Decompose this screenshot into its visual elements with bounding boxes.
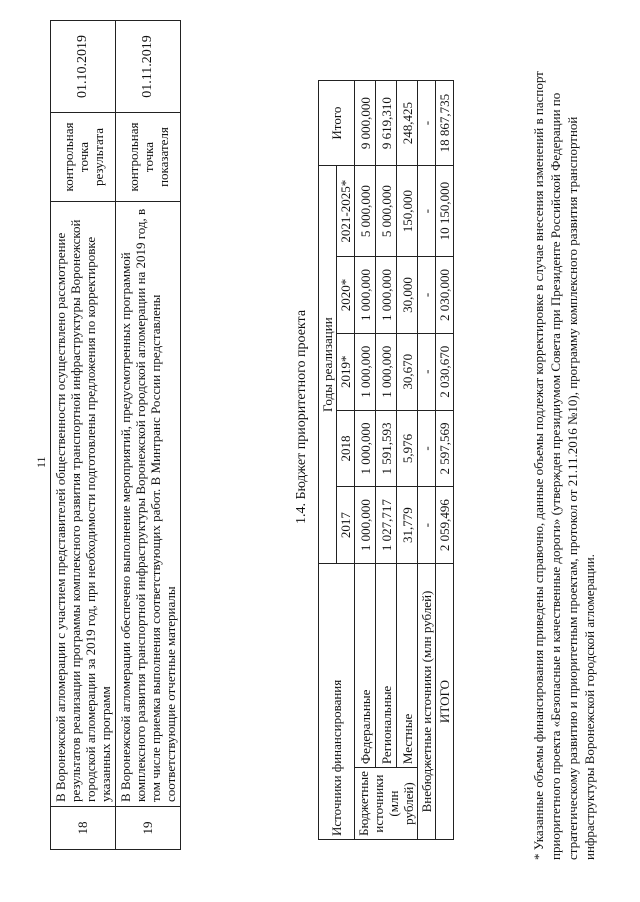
milestone-number: 19	[116, 807, 181, 850]
table-row	[51, 21, 116, 850]
footnote: * Указанные объемы финансирования приведены справочно, данные объемы подлежат корректировке в случае внесения изменений в паспорт приоритетного проекта «Безопасные и качественные дороги» (утвержден президиумом Совета при Президенте Российской Федерации по стратегическому развитию и приоритетным проектам, протокол от 21.11.2016 №10), программу комплексного развития транспортной инфраструктуры Воронежской городской агломерации.	[531, 71, 597, 860]
row-label: Региональные	[376, 564, 397, 768]
total-cell: 9 000,000	[355, 81, 376, 166]
value-cell: 2 030,670	[436, 333, 454, 410]
header-sources: Источники финансирования	[319, 564, 355, 840]
table-row	[116, 21, 181, 850]
value-cell: 2 059,496	[436, 487, 454, 564]
table-row	[418, 81, 436, 840]
total-cell: 9 619,310	[376, 81, 397, 166]
year-cell: 2020*	[337, 257, 355, 334]
value-cell: 2 597,569	[436, 410, 454, 487]
milestone-text: В Воронежской агломерации обеспечено выполнение мероприятий, предусмотренных программой комплексного развития транспортной инфраструктуры Воронежской городской агломерации на 2019 год, в том числе приемка выполнения соответствующих работ. В Минтранс России представлены соответствующие отчетные материалы	[116, 202, 181, 807]
value-cell: 1 591,593	[376, 410, 397, 487]
milestone-date: 01.10.2019	[51, 21, 116, 113]
value-cell: 1 000,000	[355, 257, 376, 334]
value-cell: 1 000,000	[376, 333, 397, 410]
value-cell: 1 000,000	[355, 410, 376, 487]
row-label: ИТОГО	[436, 564, 454, 840]
total-cell: -	[418, 81, 436, 166]
value-cell: -	[418, 166, 436, 257]
section-title: 1.4. Бюджет приоритетного проекта	[294, 309, 309, 524]
value-cell: 30,000	[397, 257, 418, 334]
value-cell: 1 000,000	[355, 487, 376, 564]
value-cell: 30,670	[397, 333, 418, 410]
value-cell: 5 000,000	[376, 166, 397, 257]
table-row	[436, 81, 454, 840]
milestone-kind: контрольная точка результата	[51, 113, 116, 202]
milestone-date: 01.11.2019	[116, 21, 181, 113]
value-cell: 1 027,717	[376, 487, 397, 564]
value-cell: 10 150,000	[436, 166, 454, 257]
table-row	[397, 81, 418, 840]
total-cell: 248,425	[397, 81, 418, 166]
milestone-text: В Воронежской агломерации с участием представителей общественности осуществлено рассмотрение результатов реализации программы комплексного развития транспортной инфраструктуры Воронежской городской агломерации за 2019 год, при необходимости подготовлены предложения по корректировке указанных программ	[51, 202, 116, 807]
value-cell: 1 000,000	[355, 333, 376, 410]
row-label: Местные	[397, 564, 418, 768]
page-number: 11	[34, 456, 48, 468]
year-cell: 2018	[337, 410, 355, 487]
milestone-number: 18	[51, 807, 116, 850]
value-cell: 1 000,000	[376, 257, 397, 334]
budget-table	[318, 80, 454, 840]
milestones-table	[50, 20, 181, 850]
budget-group-label: Бюджетные источники (млн рублей)	[355, 768, 418, 840]
value-cell: -	[418, 333, 436, 410]
value-cell: 5,976	[397, 410, 418, 487]
year-cell: 2021-2025*	[337, 166, 355, 257]
year-cell: 2019*	[337, 333, 355, 410]
row-label: Федеральные	[355, 564, 376, 768]
header-total: Итого	[319, 81, 355, 166]
table-row	[355, 81, 376, 840]
table-header-row	[319, 81, 337, 840]
value-cell: 150,000	[397, 166, 418, 257]
value-cell: 2 030,000	[436, 257, 454, 334]
value-cell: -	[418, 410, 436, 487]
value-cell: -	[418, 487, 436, 564]
year-cell: 2017	[337, 487, 355, 564]
value-cell: 31,779	[397, 487, 418, 564]
value-cell: -	[418, 257, 436, 334]
table-row	[376, 81, 397, 840]
milestone-kind: контрольная точка показателя	[116, 113, 181, 202]
row-label: Внебюджетные источники (млн рублей)	[418, 564, 436, 840]
total-cell: 18 867,735	[436, 81, 454, 166]
header-years: Годы реализации	[319, 166, 337, 564]
value-cell: 5 000,000	[355, 166, 376, 257]
